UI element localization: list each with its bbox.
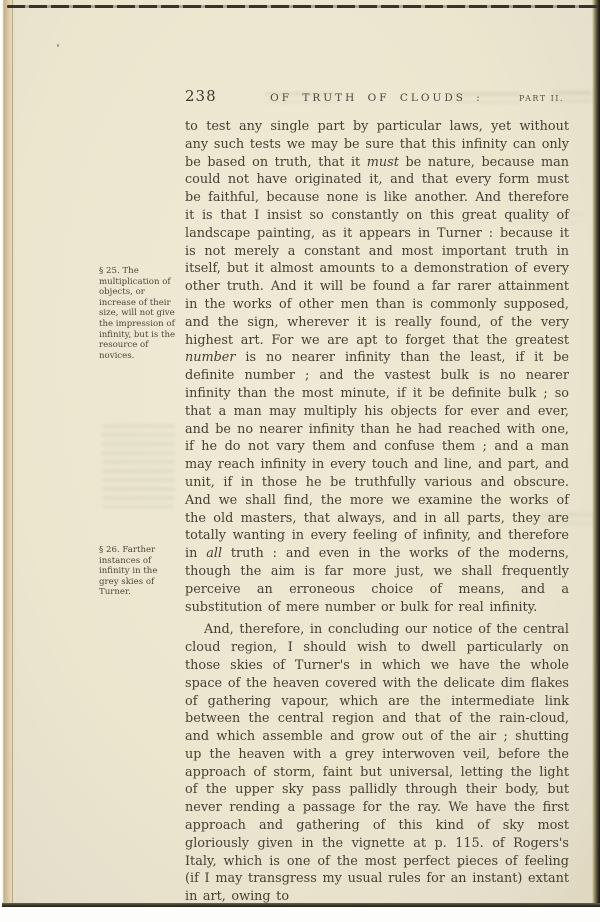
paragraph-2: And, therefore, in concluding our notice of the central cloud region, I should wish to dwell particularly on those skies of Turner's in which we have the whole space of the heaven covered with the delicate dim flakes of gathering vapour, which are the intermediate link between the central region and that of the rain-cloud, and which assemble and grow out of the air ; shutting up the heaven with a grey interwoven veil, before the approach of storm, faint but universal, letting the light of the upper sky pass pallidly through their body, but never rending a passage for the ray. We have the first approach and gathering of this kind of sky most gloriously given in the vignette at p. 115. of Rogers's Italy, which is one of the most perfect pieces of feeling (if I may transgress my usual rules for an instant) extant in art, owing to	[185, 622, 569, 905]
page-number: 238	[185, 87, 217, 105]
margin-note-section-26: § 26. Farther instances of infinity in the grey skies of Turner.	[99, 545, 158, 598]
paper	[2, 0, 600, 907]
show-through-smudge	[102, 424, 175, 508]
right-page-edge	[592, 0, 600, 907]
paper-speck	[57, 44, 59, 47]
part-label: PART II.	[518, 94, 564, 103]
margin-note-section-25: § 25. The multiplication of objects, or increase of their size, will not give the impression of infinity, but is the resource of novices.	[99, 266, 176, 361]
left-page-edge-line	[12, 0, 13, 907]
left-page-edge	[2, 0, 16, 907]
top-page-edge	[7, 5, 598, 8]
body-text-column	[185, 118, 569, 906]
running-title: OF TRUTH OF CLOUDS :	[270, 92, 483, 104]
paragraph-1: to test any single part by particular laws, yet without any such tests we may be sure that this infinity can only be based on truth, that it must be nature, because man could not have originated it, and that every form must be faithful, because none is like another. And therefore it is that I insist so constantly on this great quality of landscape painting, as it appears in Turner : because it is not merely a constant and most important truth in itself, but it almost amounts to a demonstration of every other truth. And it will be found a far rarer attainment in the works of other men than is commonly supposed, and the sign, wherever it is really found, of the very highest art. For we are apt to forget that the greatest number is no nearer infinity than the least, if it be definite number ; and the vastest bulk is no nearer infinity than the most minute, if it be definite bulk ; so that a man may multiply his objects for ever and ever, and be no nearer infinity than he had reached with one, if he do not vary them and confuse them ; and a man may reach infinity in every touch and line, and part, and unit, if in those he be truthfully various and obscure. And we shall find, the more we examine the works of the old masters, that always, and in all parts, they are totally wanting in every feeling of infinity, and therefore in all truth : and even in the works of the moderns, though the aim is far more just, we shall frequently perceive an erroneous choice of means, and a substitution of mere number or bulk for real infinity.	[185, 119, 570, 615]
